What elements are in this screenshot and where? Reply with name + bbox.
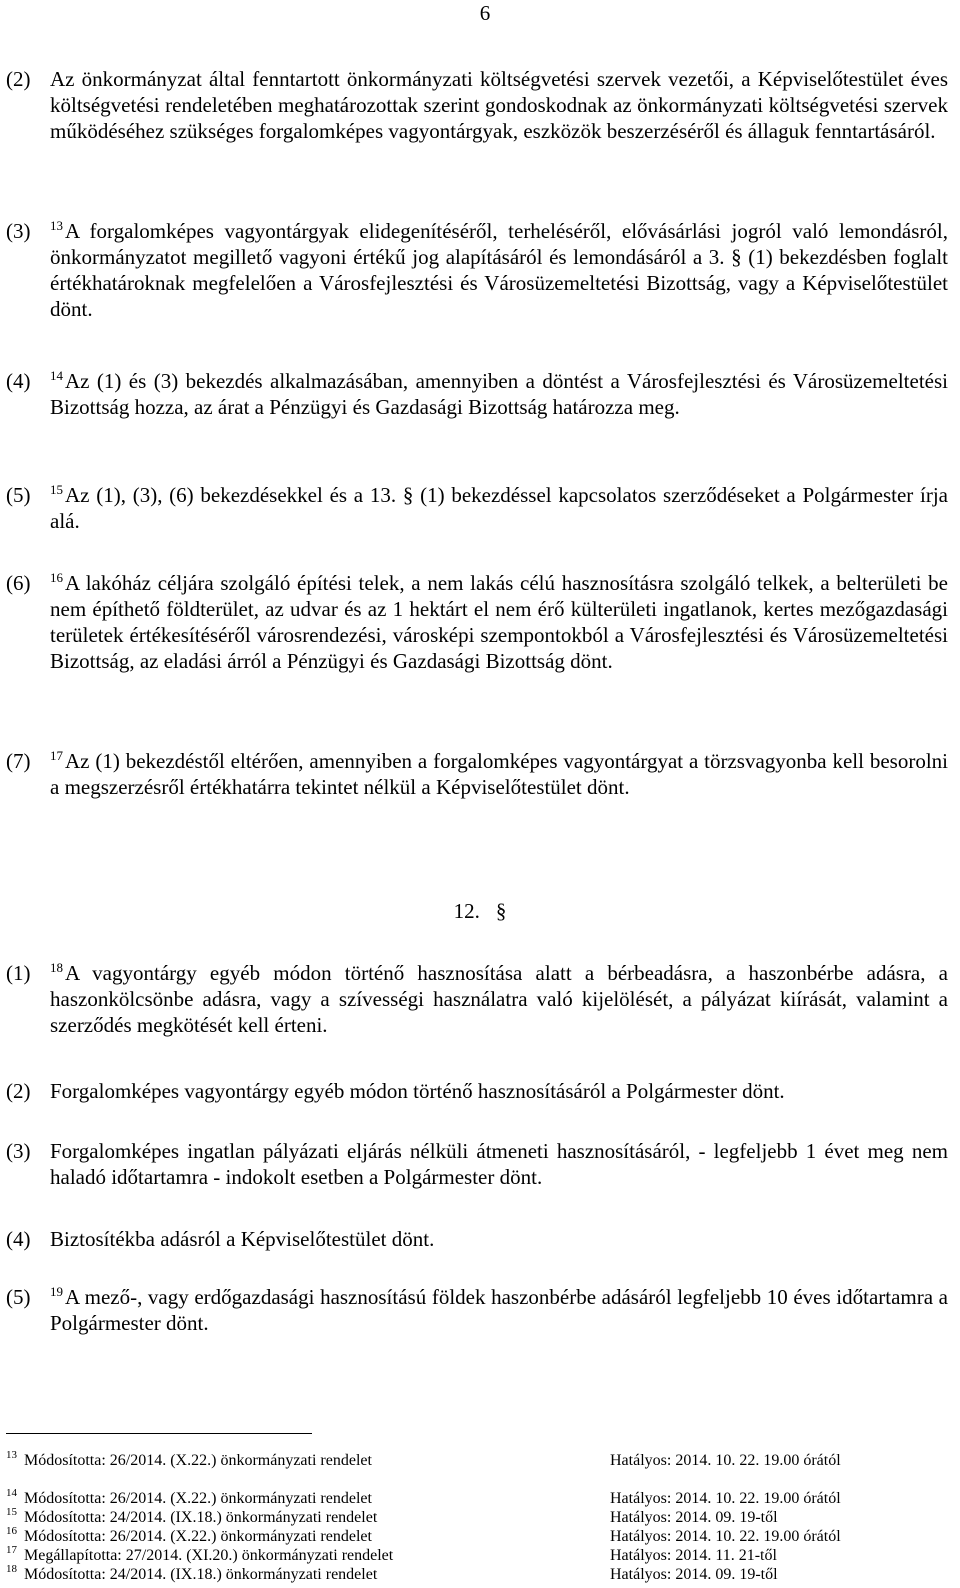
paragraph-text: Az (1) bekezdéstől eltérően, amennyiben a forgalomképes vagyontárgyat a törzsvagyonba kell besorolni a megszerzésről értékhatárra tekintet nélkül a Képviselőtestület dönt.	[50, 749, 948, 799]
footnote-amendment: Módosította: 26/2014. (X.22.) önkormányzati rendelet	[24, 1528, 372, 1545]
footnote-ref[interactable]: 18	[50, 960, 63, 975]
paragraph-text: Az (1) és (3) bekezdés alkalmazásában, amennyiben a döntést a Városfejlesztési és Városüzemeltetési Bizottság hozza, az árat a Pénzügyi és Gazdasági Bizottság határozza meg.	[50, 369, 948, 419]
footnote-13: $^{13}$ Módosította: 26/2014. (X.22.) önkormányzati rendelet Hatályos: 2014. 10. 22. 19.00 órától	[6, 1449, 841, 1469]
paragraph-number: (2)	[6, 67, 31, 91]
paragraph-number: (7)	[6, 749, 31, 773]
section-12-paragraph-4	[6, 1226, 948, 1252]
footnote-ref[interactable]: 13	[50, 218, 63, 233]
footnote-ref[interactable]: 16	[50, 570, 63, 585]
paragraph-7	[6, 748, 948, 800]
footnote-effective: Hatályos: 2014. 09. 19-től	[610, 1509, 778, 1526]
footnote-17: $^{17}$ Megállapította: 27/2014. (XI.20.) önkormányzati rendelet Hatályos: 2014. 11. 21-től	[6, 1544, 777, 1564]
paragraph-number: (4)	[6, 369, 31, 393]
footnote-18: $^{18}$ Módosította: 24/2014. (IX.18.) önkormányzati rendelet Hatályos: 2014. 09. 19-től	[6, 1563, 778, 1583]
section-heading	[0, 898, 960, 924]
footnote-amendment: Módosította: 24/2014. (IX.18.) önkormányzati rendelet	[24, 1509, 378, 1526]
paragraph-number: (5)	[6, 1285, 31, 1309]
footnote-effective: Hatályos: 2014. 11. 21-től	[610, 1547, 777, 1564]
paragraph-text: A forgalomképes vagyontárgyak elidegenítéséről, terheléséről, elővásárlási jogról való lemondásról, önkormányzatot megillető vagyoni értékű jog alapításáról és lemondásáról a 3. § (1) bekezdésben foglalt értékhatároknak megfelelően a Városfejlesztési és Városüzemeltetési Bizottság, vagy a Képviselőtestület dönt.	[50, 219, 948, 321]
section-symbol: §	[495, 899, 507, 923]
paragraph-number: (4)	[6, 1227, 31, 1251]
paragraph-text: Az önkormányzat által fenntartott önkormányzati költségvetési szervek vezetői, a Képviselőtestület éves költségvetési rendeletében meghatározottak szerint gondoskodnak az önkormányzati költségvetési szervek működéséhez szükséges forgalomképes vagyontárgyak, eszközök beszerzéséről és állaguk fenntartásáról.	[50, 67, 948, 143]
footnote-effective: Hatályos: 2014. 09. 19-től	[610, 1566, 778, 1583]
paragraph-number: (1)	[6, 961, 31, 985]
footnote-ref[interactable]: 17	[50, 748, 63, 763]
paragraph-number: (2)	[6, 1079, 31, 1103]
footnote-separator	[6, 1433, 312, 1434]
footnote-effective: Hatályos: 2014. 10. 22. 19.00 órától	[610, 1490, 841, 1507]
section-12-paragraph-5	[6, 1284, 948, 1336]
paragraph-5	[6, 482, 948, 534]
paragraph-text: Az (1), (3), (6) bekezdésekkel és a 13. § (1) bekezdéssel kapcsolatos szerződéseket a Polgármester írja alá.	[50, 483, 948, 533]
paragraph-text: Forgalomképes ingatlan pályázati eljárás nélküli átmeneti hasznosításáról, - legfeljebb 1 évet meg nem haladó időtartamra - indokolt esetben a Polgármester dönt.	[50, 1139, 948, 1189]
section-number: 12.	[453, 899, 480, 923]
paragraph-number: (6)	[6, 571, 31, 595]
paragraph-text: A lakóház céljára szolgáló építési telek, a nem lakás célú hasznosításra szolgáló telkek, a belterületi be nem építhető földterület, az udvar és az 1 hektárt el nem érő külterületi ingatlanok, kertes mezőgazdasági területek értékesítéséről városrendezési, városképi szempontokból a Városfejlesztési és Városüzemeltetési Bizottság, az eladási árról a Pénzügyi és Gazdasági Bizottság dönt.	[50, 571, 948, 673]
paragraph-text: Forgalomképes vagyontárgy egyéb módon történő hasznosításáról a Polgármester dönt.	[50, 1079, 785, 1103]
section-12-paragraph-3	[6, 1138, 948, 1190]
footnote-amendment: Módosította: 26/2014. (X.22.) önkormányzati rendelet	[24, 1490, 372, 1507]
footnote-15: $^{15}$ Módosította: 24/2014. (IX.18.) önkormányzati rendelet Hatályos: 2014. 09. 19-től	[6, 1506, 778, 1526]
footnote-amendment: Módosította: 26/2014. (X.22.) önkormányzati rendelet	[24, 1452, 372, 1469]
section-12-paragraph-2	[6, 1078, 948, 1104]
footnote-14: $^{14}$ Módosította: 26/2014. (X.22.) önkormányzati rendelet Hatályos: 2014. 10. 22. 19.00 órától	[6, 1487, 841, 1507]
section-12-paragraph-1	[6, 960, 948, 1038]
footnote-effective: Hatályos: 2014. 10. 22. 19.00 órától	[610, 1528, 841, 1545]
footnote-effective: Hatályos: 2014. 10. 22. 19.00 órától	[610, 1452, 841, 1469]
footnote-ref[interactable]: 14	[50, 368, 63, 383]
footnote-ref[interactable]: 19	[50, 1284, 63, 1299]
paragraph-2	[6, 66, 948, 144]
page-number: 6	[479, 1, 491, 25]
paragraph-number: (3)	[6, 219, 31, 243]
footnote-ref[interactable]: 15	[50, 482, 63, 497]
paragraph-3	[6, 218, 948, 322]
footnote-amendment: Megállapította: 27/2014. (XI.20.) önkormányzati rendelet	[24, 1547, 394, 1564]
footnote-amendment: Módosította: 24/2014. (IX.18.) önkormányzati rendelet	[24, 1566, 378, 1583]
paragraph-4	[6, 368, 948, 420]
paragraph-number: (5)	[6, 483, 31, 507]
paragraph-number: (3)	[6, 1139, 31, 1163]
paragraph-6	[6, 570, 948, 674]
footnote-16: $^{16}$ Módosította: 26/2014. (X.22.) önkormányzati rendelet Hatályos: 2014. 10. 22. 19.00 órától	[6, 1525, 841, 1545]
paragraph-text: A vagyontárgy egyéb módon történő hasznosítása alatt a bérbeadásra, a haszonbérbe adásra, a haszonkölcsönbe adásra, vagy a szívességi használatra való kijelölését, a pályázat kiírását, valamint a szerződés megkötését kell érteni.	[50, 961, 948, 1037]
paragraph-text: A mező-, vagy erdőgazdasági hasznosítású földek haszonbérbe adásáról legfeljebb 10 éves időtartamra a Polgármester dönt.	[50, 1285, 948, 1335]
paragraph-text: Biztosítékba adásról a Képviselőtestület dönt.	[50, 1227, 435, 1251]
